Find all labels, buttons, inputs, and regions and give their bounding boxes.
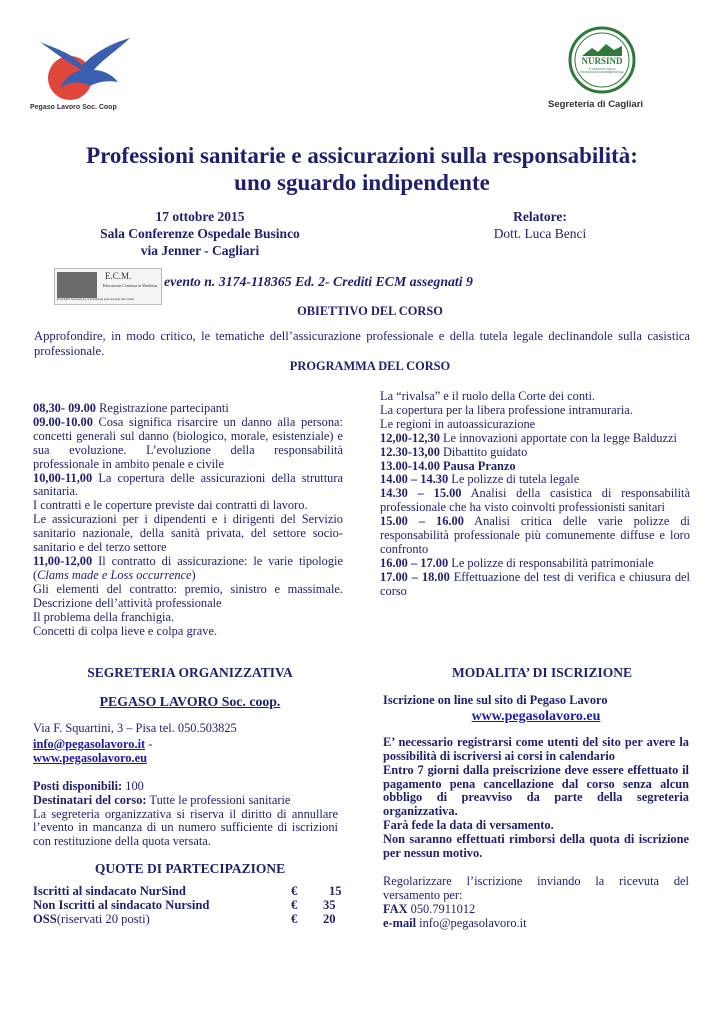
ecm-logo — [54, 268, 162, 305]
segreteria-caption: Segreteria di Cagliari — [548, 99, 644, 110]
speaker-label: Relatore: — [513, 209, 567, 224]
fee-row: Non Iscritti al sindacato Nursind € 35 — [33, 898, 336, 912]
fee-row: OSS(riservati 20 posti) € 20 — [33, 912, 336, 926]
program-item: 08,30- 09.00 Registrazione partecipanti — [33, 401, 229, 415]
secretariat-email-link[interactable]: info@pegasolavoro.it — [33, 736, 146, 751]
program-item: Concetti di colpa lieve e colpa grave. — [33, 623, 218, 638]
event-address: via Jenner - Cagliari — [140, 243, 260, 258]
fee-row: Iscritti al sindacato NurSind € 15 — [33, 884, 342, 898]
program-item: 16.00 – 17.00 Le polizze di responsabilità patrimoniale — [380, 555, 654, 570]
objective-heading: OBIETTIVO DEL CORSO — [297, 304, 443, 318]
pegaso-logo — [30, 30, 150, 111]
program-item: Le regioni in autoassicurazione — [380, 416, 536, 431]
speaker-block — [440, 208, 640, 242]
title-line-1: Professioni sanitarie e assicurazioni sulla responsabilità: — [86, 143, 638, 168]
speaker-name: Dott. Luca Benci — [493, 226, 587, 241]
pegaso-caption: Pegaso Lavoro Soc. Coop — [30, 104, 117, 111]
program-item: I contratti e le coperture previste dai contratti di lavoro. — [33, 498, 308, 513]
program-item: 10,00-11,00 La copertura delle assicurazioni della struttura sanitaria. — [33, 470, 343, 499]
ecm-logo-title: E.C.M. — [105, 271, 132, 281]
online-registration-label: Iscrizione on line sul sito di Pegaso Lavoro — [383, 693, 608, 707]
event-venue: Sala Conferenze Ospedale Businco — [100, 226, 300, 241]
program-item: Gli elementi del contratto: premio, sinistro e massimale. Descrizione dell’attività professionale — [33, 581, 343, 610]
program-item: 12.30-13,00 Dibattito guidato — [380, 444, 528, 459]
program-item: 15.00 – 16.00 Analisi critica delle varie polizze di responsabilità professionale più comunemente diffuse e loro confronto — [380, 514, 690, 556]
registration-para-3: Farà fede la data di versamento. — [383, 818, 554, 833]
registration-para-2: Entro 7 giorni dalla preiscrizione deve essere effettuato il pagamento pena cancellazione dal corso senza alcun obbligo di preavviso da parte della segreteria organizzativa. — [383, 762, 689, 819]
ecm-credits: evento n. 3174-118365 Ed. 2- Crediti ECM assegnati 9 — [164, 274, 473, 289]
secretariat-website-link[interactable]: www.pegasolavoro.eu — [33, 750, 148, 765]
program-item: Il problema della franchigia. — [33, 609, 175, 624]
program-left-column — [33, 402, 343, 638]
program-item: 09.00-10.00 Cosa significa risarcire un danno alla persona: concetti generali sul danno (biologico, morale, esistenziale) e sua evoluzione. L’evoluzione della responsabilità professionale in ambito penale e civile — [33, 414, 343, 471]
registration-para-1: E’ necessario registrarsi come utenti del sito per avere la possibilità di iscriversi ai corsi in calendario — [383, 734, 689, 763]
fees-table — [33, 884, 353, 930]
program-item: 17.00 – 18.00 Effettuazione del test di verifica e chiusura del corso — [380, 569, 690, 598]
ecm-photo-icon — [57, 272, 97, 298]
program-item: 13.00-14.00 Pausa Pranzo — [380, 458, 516, 473]
seats-line: Posti disponibili: 100 — [33, 778, 144, 793]
objective-text: Approfondire, in modo critico, le tematiche dell’assicurazione professionale e della tutela legale declinandole sulla casistica professionale. — [34, 329, 690, 358]
page-title — [0, 142, 724, 196]
nursind-wordmark: NURSIND — [581, 56, 623, 66]
program-item: 14.30 – 15.00 Analisi della casistica di responsabilità professionale che ha visto coinvolti professionisti sanitari — [380, 486, 691, 515]
event-date: 17 ottobre 2015 — [155, 209, 245, 224]
target-line: Destinatari del corso: Tutte le professioni sanitarie — [33, 792, 291, 807]
registration-website-link[interactable]: www.pegasolavoro.eu — [471, 708, 601, 724]
nursind-subtitle: IL SINDACATO DELLE PROFESSIONI INFERMIERISTICHE — [580, 68, 624, 74]
secretariat-address: Via F. Squartini, 3 – Pisa tel. 050.503825 — [33, 721, 237, 735]
ecm-logo-foot: Programma Nazionale per la Formazione degli operatori della Sanità — [57, 298, 135, 301]
title-line-2: uno sguardo indipendente — [234, 170, 490, 195]
registration-para-5: Regolarizzare l’iscrizione inviando la ricevuta del versamento per: — [383, 873, 689, 902]
program-item: La copertura per la libera professione intramuraria. — [380, 402, 633, 417]
program-heading: PROGRAMMA DEL CORSO — [289, 359, 451, 373]
event-info — [40, 208, 360, 259]
program-item: 12,00-12,30 Le innovazioni apportate con la legge Balduzzi — [380, 430, 677, 445]
secretariat-details: Via F. Squartini, 3 – Pisa tel. 050.503825 info@pegasolavoro.it - www.pegasolavoro.eu Posti disponibili: 100 Destinatari del corso: Tutte le professioni sanitarie La segreteria organizzativa si riserva il diritto di annullare l’evento in mancanza di un numero sufficiente di iscrizioni con restituzione della quota versata. — [33, 721, 338, 849]
program-right-column — [380, 390, 690, 599]
secretariat-heading: SEGRETERIA ORGANIZZATIVA — [87, 665, 293, 680]
pegasus-icon — [30, 30, 140, 100]
fax-line: FAX 050.7911012 — [383, 901, 476, 916]
program-item: Le assicurazioni per i dipendenti e i dirigenti del Servizio sanitario nazionale, della sanità privata, del settore socio-sanitario e del terzo settore — [33, 512, 343, 555]
ecm-logo-sub: Educazione Continua in Medicina — [102, 283, 158, 288]
cancellation-note: La segreteria organizzativa si riserva il diritto di annullare l’evento in mancanza di un numero sufficiente di iscrizioni con restituzione della quota versata. — [33, 806, 338, 849]
fees-heading: QUOTE DI PARTECIPAZIONE — [94, 861, 286, 876]
secretariat-org: PEGASO LAVORO Soc. coop. — [99, 694, 281, 709]
program-item: 14.00 – 14.30 Le polizze di tutela legale — [380, 472, 580, 487]
email-line: e-mail info@pegasolavoro.it — [383, 915, 527, 930]
program-item: La “rivalsa” e il ruolo della Corte dei conti. — [380, 389, 596, 403]
registration-details — [383, 694, 689, 931]
program-item: 11,00-12,00 Il contratto di assicurazione: le varie tipologie (Clams made e Loss occurrence) — [33, 553, 343, 582]
nursind-logo — [568, 26, 638, 96]
registration-heading: MODALITA’ DI ISCRIZIONE — [451, 665, 633, 680]
registration-para-4: Non saranno effettuati rimborsi della quota di iscrizione per nessun motivo. — [383, 832, 689, 861]
